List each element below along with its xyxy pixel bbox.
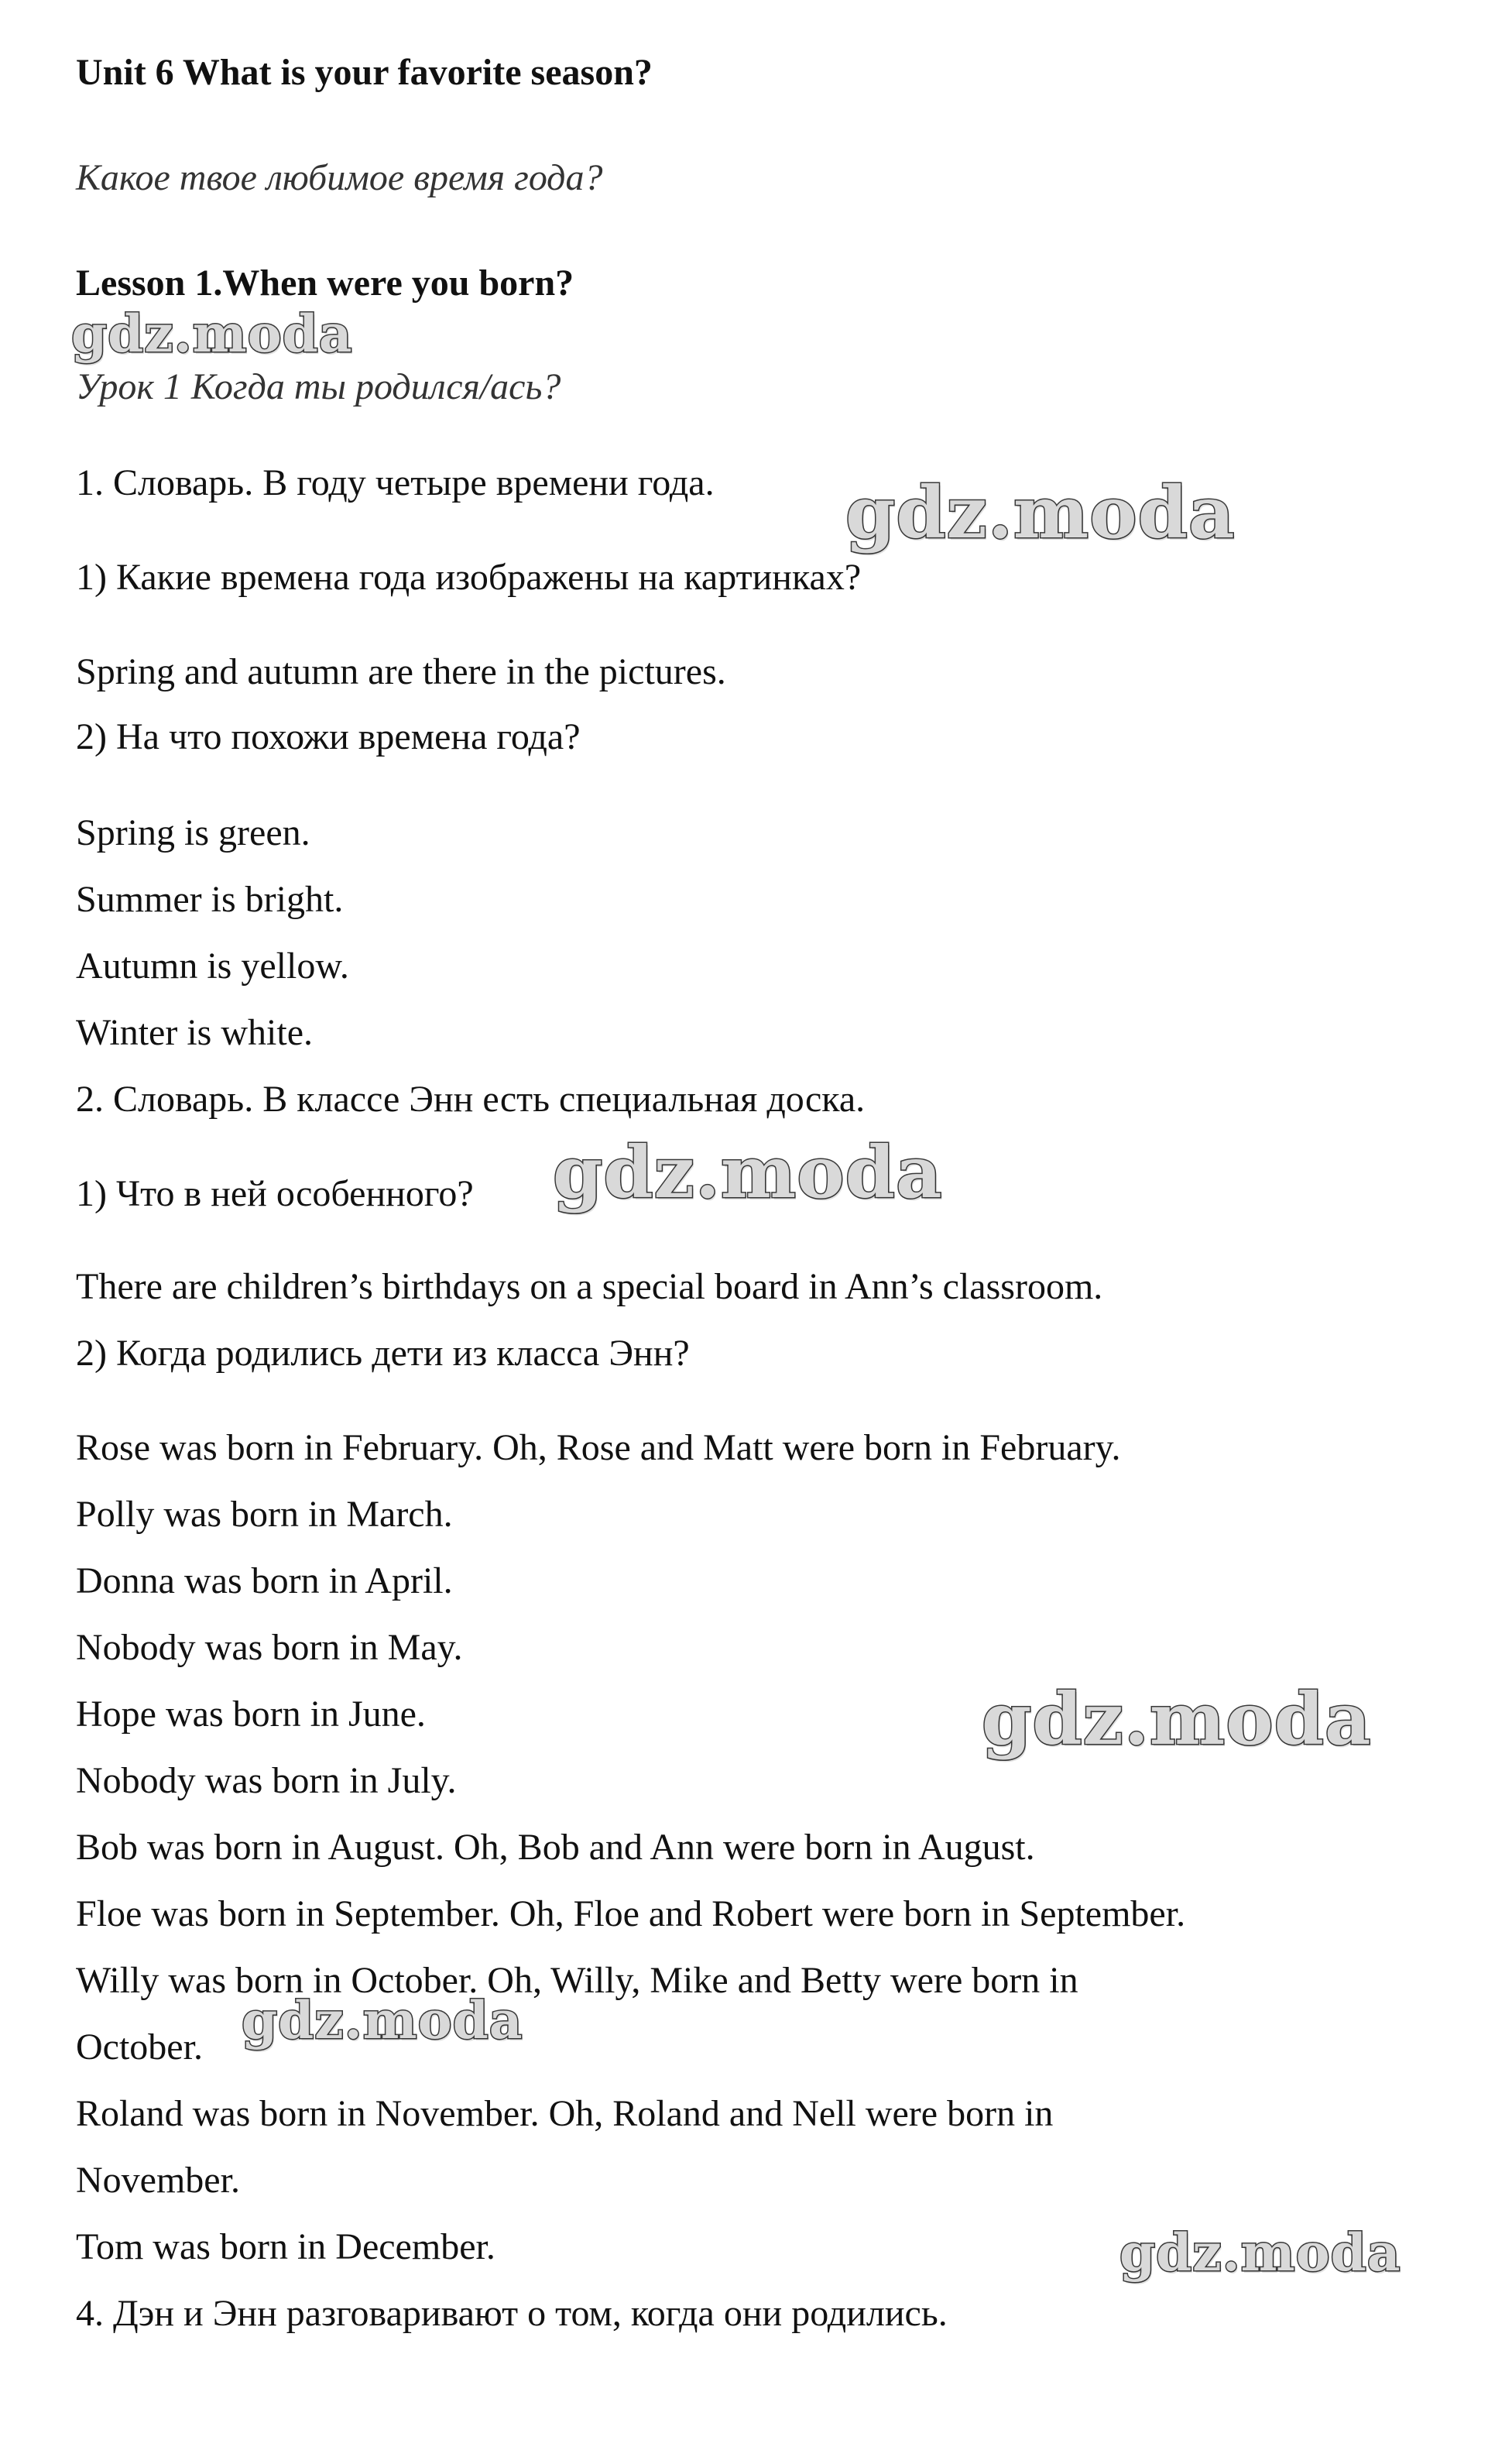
answer-line: Summer is bright. bbox=[76, 879, 344, 920]
exercise-2-heading: 2. Словарь. В классе Энн есть специальная доска. bbox=[76, 1079, 866, 1120]
exercise-1-heading: 1. Словарь. В году четыре времени года. bbox=[76, 462, 715, 503]
answer-line: Hope was born in June. bbox=[76, 1694, 426, 1735]
question-1-2: 2) На что похожи времена года? bbox=[76, 716, 581, 757]
answer-line: Roland was born in November. Oh, Roland and Nell were born in bbox=[76, 2093, 1054, 2134]
watermark-logo: gdz.moda bbox=[982, 1677, 1372, 1761]
question-1-1: 1) Какие времена года изображены на картинках? bbox=[76, 557, 862, 598]
answer-line: Nobody was born in May. bbox=[76, 1627, 463, 1668]
answer-line: Autumn is yellow. bbox=[76, 945, 349, 987]
watermark-logo: gdz.moda bbox=[845, 471, 1236, 554]
watermark-logo: gdz.moda bbox=[553, 1131, 943, 1214]
watermark-logo: gdz.moda bbox=[1119, 2222, 1401, 2283]
answer-line: Spring is green. bbox=[76, 812, 310, 853]
answer-line: Polly was born in March. bbox=[76, 1494, 453, 1535]
lesson-title-translation: Урок 1 Когда ты родился/ась? bbox=[76, 366, 561, 407]
answer-2-1: There are children’s birthdays on a special board in Ann’s classroom. bbox=[76, 1266, 1103, 1307]
answer-line: Rose was born in February. Oh, Rose and Matt were born in February. bbox=[76, 1427, 1121, 1468]
answer-line: November. bbox=[76, 2160, 240, 2201]
answer-line: Bob was born in August. Oh, Bob and Ann were born in August. bbox=[76, 1827, 1035, 1868]
answer-line: Floe was born in September. Oh, Floe and Robert were born in September. bbox=[76, 1893, 1186, 1934]
answer-line: Winter is white. bbox=[76, 1012, 313, 1053]
answer-line: Willy was born in October. Oh, Willy, Mike and Betty were born in bbox=[76, 1960, 1078, 2001]
question-2-1: 1) Что в ней особенного? bbox=[76, 1173, 474, 1214]
watermark-logo: gdz.moda bbox=[71, 304, 353, 364]
answer-line: Nobody was born in July. bbox=[76, 1760, 457, 1801]
exercise-4-heading: 4. Дэн и Энн разговаривают о том, когда они родились. bbox=[76, 2293, 948, 2334]
unit-title-translation: Какое твое любимое время года? bbox=[76, 157, 603, 198]
answer-line: October. bbox=[76, 2026, 203, 2068]
lesson-title: Lesson 1.When were you born? bbox=[76, 263, 574, 304]
answer-line: Tom was born in December. bbox=[76, 2226, 495, 2267]
watermark-logo: gdz.moda bbox=[242, 1990, 523, 2050]
unit-title: Unit 6 What is your favorite season? bbox=[76, 52, 653, 93]
answer-line: Donna was born in April. bbox=[76, 1560, 453, 1601]
answer-1-1: Spring and autumn are there in the pictures. bbox=[76, 651, 726, 692]
question-2-2: 2) Когда родились дети из класса Энн? bbox=[76, 1333, 690, 1374]
